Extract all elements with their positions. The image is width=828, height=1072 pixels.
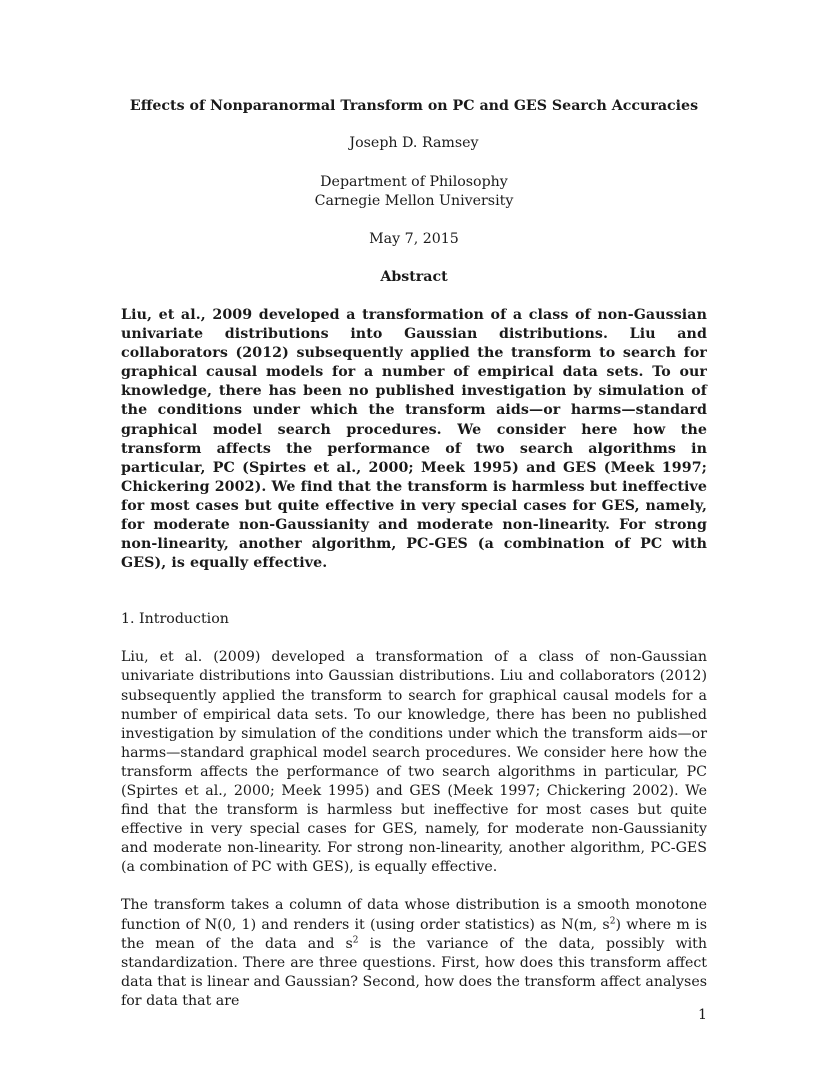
superscript-2: 2 (609, 915, 616, 926)
affiliation-university: Carnegie Mellon University (314, 193, 514, 209)
superscript-2: 2 (352, 934, 359, 945)
publication-date: May 7, 2015 (369, 231, 459, 247)
paper-page (121, 96, 707, 1011)
paper-title: Effects of Nonparanormal Transform on PC and GES Search Accuracies (129, 98, 699, 114)
page-number: 1 (697, 1007, 707, 1023)
intro-paragraph-2-text-3: is the variance of the data, possibly with standardization. There are three questions. First, how does this transform affect data that is linear and Gaussian? Second, how does the transform affect analyses for data that are (121, 935, 707, 1009)
section-heading-introduction: 1. Introduction (121, 611, 229, 628)
author-name: Joseph D. Ramsey (349, 135, 479, 151)
affiliation (121, 173, 707, 211)
abstract-text: Liu, et al., 2009 developed a transformation of a class of non-Gaussian univariate distributions into Gaussian distributions. Liu and collaborators (2012) subsequently applied the transform to search for graphical causal models for a number of empirical data sets. To our knowledge, there has been no published investigation by simulation of the conditions under which the transform aids—or harms—standard graphical model search procedures. We consider here how the transform affects the performance of two search algorithms in particular, PC (Spirtes et al., 2000; Meek 1995) and GES (Meek 1997; Chickering 2002). We find that the transform is harmless but ineffective for most cases but quite effective in very special cases for GES, namely, for moderate non-Gaussianity and moderate non-linearity. For strong non-linearity, another algorithm, PC-GES (a combination of PC with GES), is equally effective. (121, 307, 707, 572)
intro-paragraph-2 (121, 896, 707, 1011)
intro-paragraph-2-text-1: The transform takes a column of data whose distribution is a smooth monotone function of N(0, 1) and renders it (using order statistics) as N(m, s (121, 897, 707, 933)
intro-paragraph-2-text-2: ) where m is the mean of the data and s (121, 916, 707, 952)
intro-paragraph-1: Liu, et al. (2009) developed a transformation of a class of non-Gaussian univariate distributions into Gaussian distributions. Liu and collaborators (2012) subsequently applied the transform to search for graphical causal models for a number of empirical data sets. To our knowledge, there has been no published investigation by simulation of the conditions under which the transform aids—or harms—standard graphical model search procedures. We consider here how the transform affects the performance of two search algorithms in particular, PC (Spirtes et al., 2000; Meek 1995) and GES (Meek 1997; Chickering 2002). We find that the transform is harmless but ineffective for most cases but quite effective in very special cases for GES, namely, for moderate non-Gaussianity and moderate non-linearity. For strong non-linearity, another algorithm, PC-GES (a combination of PC with GES), is equally effective. (121, 649, 707, 876)
abstract-heading: Abstract (380, 269, 448, 285)
affiliation-department: Department of Philosophy (320, 174, 508, 190)
